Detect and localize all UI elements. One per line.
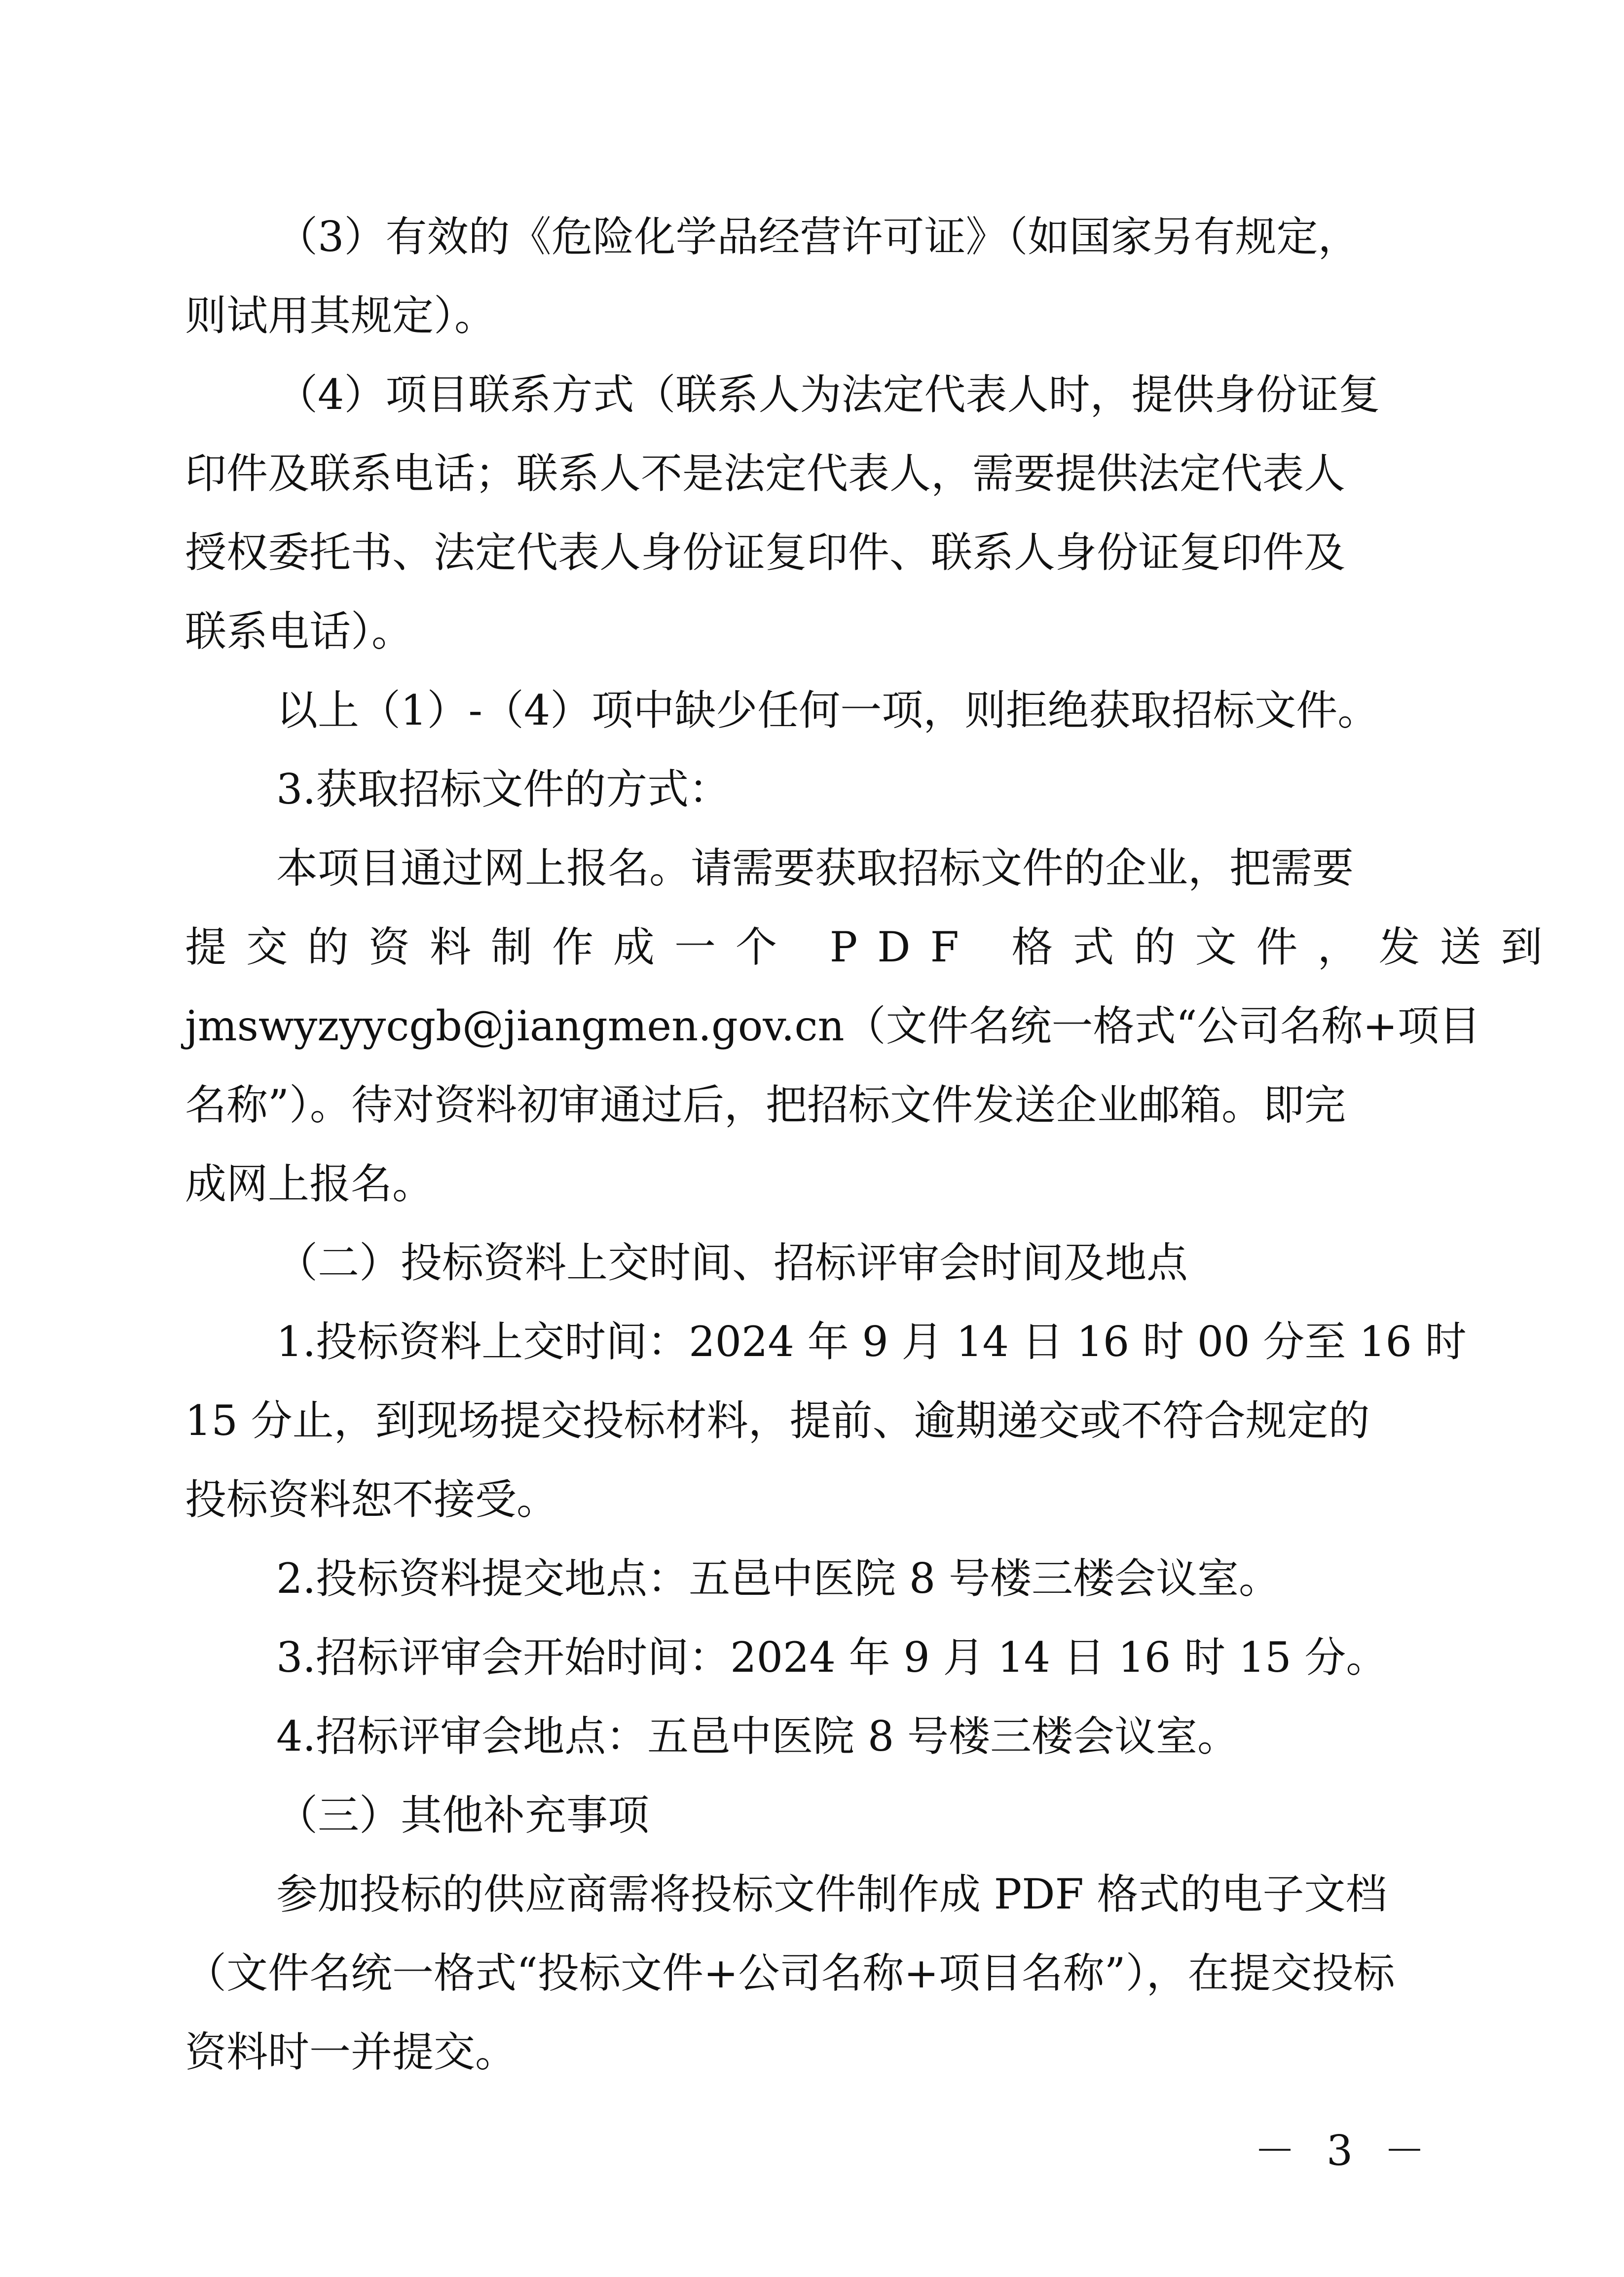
paragraph-line: 3.招标评审会开始时间：2024 年 9 月 14 日 16 时 15 分。 [276, 1633, 1388, 1682]
text-line [0, 908, 1624, 987]
paragraph-line: 投标资料恕不接受。 [185, 1475, 558, 1524]
paragraph-line: （3）有效的《危险化学品经营许可证》（如国家另有规定， [276, 213, 1360, 261]
section-heading: （三）其他补充事项 [276, 1791, 650, 1839]
text-line [0, 1618, 1624, 1697]
paragraph-line: 印件及联系电话；联系人不是法定代表人，需要提供法定代表人 [185, 449, 1346, 498]
text-line [0, 2013, 1624, 2092]
text-line [0, 276, 1624, 355]
text-line [0, 1855, 1624, 1934]
text-line [0, 1065, 1624, 1144]
paragraph-line: （文件名统一格式“投标文件+公司名称+项目名称”），在提交投标 [185, 1949, 1395, 1997]
paragraph-line: 以上（1）-（4）项中缺少任何一项，则拒绝获取招标文件。 [276, 686, 1379, 735]
text-line [0, 1302, 1624, 1381]
text-line [0, 1776, 1624, 1855]
paragraph-line: 则试用其规定）。 [185, 292, 496, 340]
text-line [0, 1539, 1624, 1618]
section-heading: 3.获取招标文件的方式： [276, 765, 731, 813]
text-line [0, 592, 1624, 671]
text-line [0, 1144, 1624, 1223]
text-line [0, 197, 1624, 276]
text-line [0, 1934, 1624, 2013]
paragraph-line: （4）项目联系方式（联系人为法定代表人时，提供身份证复 [276, 370, 1380, 419]
text-line [0, 434, 1624, 513]
text-line [0, 1697, 1624, 1776]
paragraph-line: 15 分止，到现场提交投标材料，提前、逾期递交或不符合规定的 [185, 1396, 1370, 1445]
section-heading: （二）投标资料上交时间、招标评审会时间及地点 [276, 1239, 1188, 1287]
paragraph-line: 本项目通过网上报名。请需要获取招标文件的企业，把需要 [276, 844, 1354, 892]
text-line [0, 1460, 1624, 1539]
paragraph-line: 2.投标资料提交地点：五邑中医院 8 号楼三楼会议室。 [276, 1554, 1280, 1603]
paragraph-line: 名称”）。待对资料初审通过后，把招标文件发送企业邮箱。即完 [185, 1081, 1346, 1129]
text-line [0, 829, 1624, 908]
paragraph-line: 成网上报名。 [185, 1160, 434, 1208]
text-line [0, 355, 1624, 434]
text-line [0, 1381, 1624, 1460]
text-line [0, 671, 1624, 750]
paragraph-line: 1.投标资料上交时间：2024 年 9 月 14 日 16 时 00 分至 16 时 [276, 1318, 1467, 1366]
text-line [0, 513, 1624, 592]
paragraph-line: 4.招标评审会地点：五邑中医院 8 号楼三楼会议室。 [276, 1712, 1239, 1761]
page-number: － 3 － [1254, 2127, 1434, 2175]
email-line: jmswyzyycgb@jiangmen.gov.cn（文件名统一格式“公司名称+项目 [185, 1002, 1480, 1050]
paragraph-line: 资料时一并提交。 [185, 2028, 517, 2076]
paragraph-line: 联系电话）。 [185, 607, 413, 656]
paragraph-line: 授权委托书、法定代表人身份证复印件、联系人身份证复印件及 [185, 528, 1346, 577]
paragraph-line: 提交的资料制作成一个 PDF 格式的文件，发送到 [185, 923, 1562, 971]
text-line [0, 987, 1624, 1065]
text-line [0, 750, 1624, 829]
text-line [0, 1223, 1624, 1302]
paragraph-line: 参加投标的供应商需将投标文件制作成 PDF 格式的电子文档 [276, 1870, 1387, 1918]
